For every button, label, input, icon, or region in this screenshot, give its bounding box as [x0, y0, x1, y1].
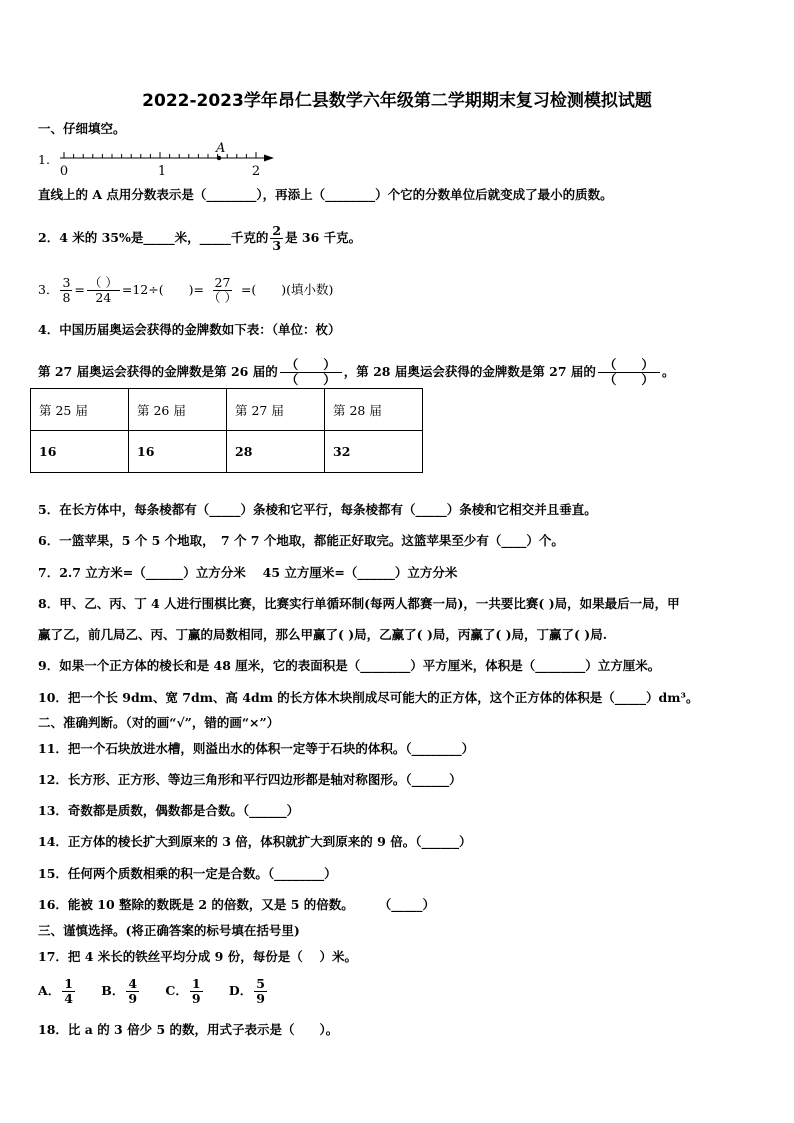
q11-text: 11．把一个石块放进水槽，则溢出水的体积一定等于石块的体积。（________）: [38, 741, 475, 756]
q3-f3-num: 27: [214, 275, 231, 290]
q10-text: 10．把一个长 9dm、宽 7dm、高 4dm 的长方体木块削成尽可能大的正方体，这个正方体的体积是（_____）dm³。: [38, 690, 699, 705]
table-header-row: [31, 389, 423, 431]
q17-option-c: [165, 976, 204, 1006]
q8-text-line2: 赢了乙，前几局乙、丙、丁赢的局数相同，那么甲赢了( )局，乙赢了( )局，丙赢了( )局，丁赢了( )局.: [38, 627, 608, 642]
table-header-cell: 第 28 届: [325, 389, 423, 431]
exam-title: 2022-2023学年昂仁县数学六年级第二学期期末复习检测模拟试题: [142, 91, 652, 111]
q3-fraction-2: [87, 276, 120, 305]
table-cell: 16: [31, 431, 129, 473]
option-num: 5: [256, 976, 265, 991]
q14-text: 14．正方体的棱长扩大到原来的 3 倍，体积就扩大到原来的 9 倍。（______）: [38, 834, 472, 849]
q4-blank-2-den: （ ）: [603, 372, 654, 387]
option-fraction: [126, 977, 139, 1006]
number-line-figure: [56, 142, 286, 178]
q3-f2-den: 24: [95, 290, 112, 305]
q4-text-part1: 第 27 届奥运会获得的金牌数是第 26 届的: [38, 364, 278, 379]
option-fraction: [254, 977, 267, 1006]
q8-text-line1: 8．甲、乙、丙、丁 4 人进行围棋比赛，比赛实行单循环制(每两人都赛一局)，一共要比赛( )局，如果最后一局，甲: [38, 596, 680, 611]
q3-suffix: =( )(填小数): [240, 282, 334, 297]
option-den: 9: [128, 991, 138, 1006]
tick-label-2: 2: [251, 164, 261, 178]
section-3-heading: 三、谨慎选择。(将正确答案的标号填在括号里): [38, 923, 300, 938]
q17-option-a: [38, 976, 77, 1006]
q17-option-d: [228, 976, 269, 1006]
option-label: C．: [165, 983, 188, 998]
medal-table: [30, 388, 423, 473]
option-label: A．: [38, 983, 61, 998]
tick-label-1: 1: [157, 164, 167, 178]
q18-text: 18．比 a 的 3 倍少 5 的数，用式子表示是（ ）。: [38, 1022, 339, 1037]
table-header-cell: 第 26 届: [129, 389, 227, 431]
q3-f2-num: （ ）: [88, 275, 118, 290]
q3-fraction-1: [60, 276, 72, 305]
q17-options: [38, 977, 269, 1006]
q5-text: 5．在长方体中，每条棱都有（_____）条棱和它平行，每条棱都有（_____）条棱和它相交并且垂直。: [38, 502, 597, 517]
q4-heading: 4．中国历届奥运会获得的金牌数如下表：（单位：枚）: [38, 322, 341, 337]
table-cell: 16: [129, 431, 227, 473]
table-cell: 28: [227, 431, 325, 473]
q3-text: [38, 276, 333, 305]
q1-number: 1.: [38, 152, 50, 167]
q3-f1-den: 8: [62, 290, 71, 305]
q2-fraction-den: 3: [272, 238, 282, 253]
option-den: 9: [256, 991, 265, 1006]
q2-fraction: [270, 224, 283, 253]
q17-text: 17．把 4 米长的铁丝平均分成 9 份，每份是（ ）米。: [38, 949, 358, 964]
option-den: 9: [191, 991, 201, 1006]
q12-text: 12．长方形、正方形、等边三角形和平行四边形都是轴对称图形。（______）: [38, 772, 462, 787]
q13-text: 13．奇数都是质数，偶数都是合数。（______）: [38, 803, 300, 818]
q4-blank-1-den: （ ）: [285, 372, 336, 387]
table-row: [31, 431, 423, 473]
option-num: 1: [191, 976, 201, 991]
q4-blank-fraction-2: [598, 358, 660, 387]
q1-text: 直线上的 A 点用分数表示是（________），再添上（________）个它的分数单位后就变成了最小的质数。: [38, 187, 613, 202]
q3-f1-num: 3: [62, 275, 71, 290]
q3-middle: =12÷( )=: [121, 282, 204, 297]
q2-text: [38, 224, 361, 253]
number-line-arrow: [264, 155, 274, 162]
q4-blank-1-num: （ ）: [280, 358, 342, 373]
q16-text: 16．能被 10 整除的数既是 2 的倍数，又是 5 的倍数。 （_____）: [38, 897, 436, 912]
q15-text: 15．任何两个质数相乘的积一定是合数。（________）: [38, 866, 337, 881]
option-den: 4: [64, 991, 73, 1006]
q2-fraction-num: 2: [272, 223, 282, 238]
q2-part2: 是 36 千克。: [285, 230, 362, 245]
option-fraction: [62, 977, 75, 1006]
option-num: 4: [128, 976, 138, 991]
option-label: D．: [228, 983, 253, 998]
point-a-dot: [217, 156, 221, 160]
q4-text: [38, 358, 674, 387]
q4-blank-2-num: （ ）: [598, 358, 660, 373]
table-header-cell: 第 27 届: [227, 389, 325, 431]
q3-fraction-3: [206, 276, 239, 305]
q17-option-b: [101, 976, 141, 1006]
table-cell: 32: [325, 431, 423, 473]
section-1-heading: 一、仔细填空。: [38, 121, 126, 136]
table-header-cell: 第 25 届: [31, 389, 129, 431]
q4-blank-fraction-1: [280, 358, 342, 387]
q7-text: 7．2.7 立方米=（______）立方分米 45 立方厘米=（______）立方分米: [38, 565, 458, 580]
number-line-ticks: [64, 152, 256, 158]
q9-text: 9．如果一个正方体的棱长和是 48 厘米，它的表面积是（________）平方厘米，体积是（________）立方厘米。: [38, 658, 661, 673]
q3-equals: =: [74, 282, 85, 297]
q3-prefix: 3．: [38, 282, 59, 297]
tick-label-0: 0: [59, 164, 69, 178]
option-fraction: [190, 977, 203, 1006]
section-2-heading: 二、准确判断。（对的画“√”，错的画“×”）: [38, 715, 280, 730]
q3-f3-den: （ ）: [207, 290, 237, 305]
q2-part1: 2．4 米的 35%是_____米，_____千克的: [38, 230, 269, 245]
q4-end: 。: [661, 364, 675, 379]
option-num: 1: [64, 976, 73, 991]
option-label: B．: [101, 983, 125, 998]
q4-text-part2: ，第 28 届奥运会获得的金牌数是第 27 届的: [343, 364, 596, 379]
q6-text: 6．一篮苹果，5 个 5 个地取， 7 个 7 个地取，都能正好取完。这篮苹果至少有（____）个。: [38, 533, 564, 548]
point-a-label: A: [216, 142, 226, 156]
